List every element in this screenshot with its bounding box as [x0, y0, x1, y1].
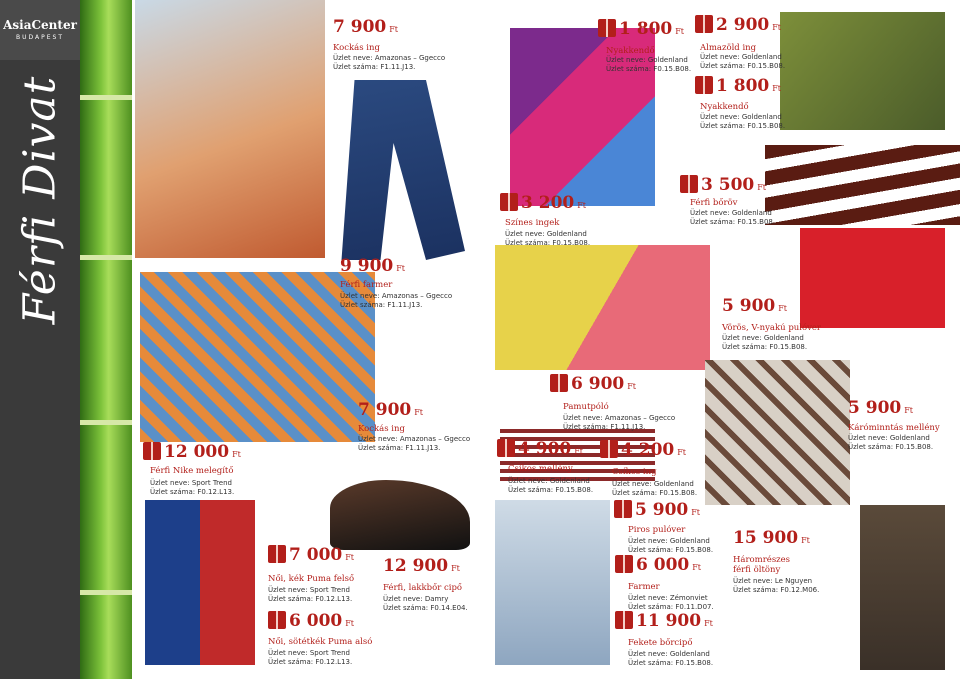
price-value: 6 000 — [289, 611, 343, 631]
shop-name: Goldenland — [647, 56, 688, 64]
suit-photo — [860, 505, 945, 670]
shop-number: F1.11.J13. — [405, 444, 441, 452]
shop-number: F0.15.B08. — [552, 239, 591, 247]
bamboo-image — [80, 0, 132, 679]
shop-name: Goldenland — [741, 113, 782, 121]
shop-label: Üzlet neve: — [606, 56, 646, 64]
shop-info — [628, 650, 713, 668]
product-name: Piros pulóver — [628, 525, 686, 535]
shop-number-label: Üzlet száma: — [333, 63, 379, 71]
price-value: 1 800 — [716, 76, 770, 96]
shop-number-label: Üzlet száma: — [628, 546, 674, 554]
product-price — [695, 15, 781, 35]
shop-number-row — [563, 423, 675, 432]
gift-icon — [600, 440, 618, 458]
product-price — [268, 545, 354, 565]
shop-name: Damry — [424, 595, 449, 603]
currency-label: Ft — [389, 25, 398, 34]
shop-number-row — [268, 595, 352, 604]
bamboo-node — [80, 590, 132, 595]
shop-name-row — [333, 54, 445, 63]
currency-label: Ft — [232, 450, 241, 459]
product-name: Farmer — [628, 582, 660, 592]
shop-number-row — [505, 239, 590, 248]
shop-name-row — [606, 56, 691, 65]
shop-label: Üzlet neve: — [690, 209, 730, 217]
product-name: Csíkos ing — [612, 467, 657, 477]
shop-info — [628, 594, 714, 612]
product-name: Női, sötétkék Puma alsó — [268, 637, 373, 647]
shop-label: Üzlet neve: — [333, 54, 373, 62]
tracksuit-photo — [145, 500, 255, 665]
shop-number: F0.15.B08. — [675, 546, 714, 554]
currency-label: Ft — [757, 183, 766, 192]
shop-number-label: Üzlet száma: — [722, 343, 768, 351]
model-photo — [135, 0, 325, 258]
shop-number-label: Üzlet száma: — [505, 239, 551, 247]
shop-info — [563, 414, 675, 432]
product-price — [383, 556, 460, 576]
product-name: Férfi, lakkbőr cipő — [383, 583, 463, 593]
currency-label: Ft — [801, 536, 810, 545]
shop-label: Üzlet neve: — [722, 334, 762, 342]
price-value: 9 900 — [340, 256, 394, 276]
shop-name: Goldenland — [763, 334, 804, 342]
price-value: 12 900 — [383, 556, 449, 576]
price-value: 1 800 — [619, 19, 673, 39]
shop-number-row — [333, 63, 445, 72]
shop-name-row — [700, 53, 785, 62]
shop-name-row — [508, 477, 593, 486]
product-price — [143, 442, 241, 462]
currency-label: Ft — [577, 201, 586, 210]
shop-number: F1.11.J13. — [610, 423, 646, 431]
shop-number: F0.15.B08. — [737, 218, 776, 226]
shop-name-row — [628, 594, 714, 603]
logo-city: BUDAPEST — [15, 34, 64, 41]
product-name: Nyakkendő — [700, 102, 749, 112]
tshirts-photo — [495, 245, 710, 370]
price-value: 6 000 — [636, 555, 690, 575]
shop-number-label: Üzlet száma: — [563, 423, 609, 431]
shop-label: Üzlet neve: — [268, 586, 308, 594]
shop-number-label: Üzlet száma: — [700, 122, 746, 130]
shop-name-row — [722, 334, 807, 343]
green-shirt-photo — [780, 12, 945, 130]
gift-icon — [615, 611, 633, 629]
product-name: Káróminntás mellény — [848, 423, 940, 433]
shop-number-label: Üzlet száma: — [700, 62, 746, 70]
shop-number: F0.12.L13. — [197, 488, 235, 496]
shop-label: Üzlet neve: — [848, 434, 888, 442]
logo — [0, 0, 80, 60]
shop-name: Goldenland — [669, 537, 710, 545]
shop-number: F1.11.J13. — [387, 301, 423, 309]
shop-number-row — [628, 659, 713, 668]
price-value: 6 900 — [571, 374, 625, 394]
gift-icon — [268, 545, 286, 563]
shop-number: F0.15.B08. — [895, 443, 934, 451]
shop-label: Üzlet neve: — [383, 595, 423, 603]
currency-label: Ft — [396, 264, 405, 273]
shop-info — [848, 434, 933, 452]
gift-icon — [143, 442, 161, 460]
shop-label: Üzlet neve: — [358, 435, 398, 443]
price-value: 4 900 — [518, 439, 572, 459]
currency-label: Ft — [904, 406, 913, 415]
product-price — [500, 193, 586, 213]
shop-info — [268, 649, 352, 667]
shop-label: Üzlet neve: — [628, 594, 668, 602]
product-name: Pamutpóló — [563, 402, 609, 412]
shop-number: F0.14.E04. — [430, 604, 468, 612]
shop-name: Sport Trend — [309, 649, 350, 657]
shop-name: Goldenland — [549, 477, 590, 485]
shop-number-label: Üzlet száma: — [628, 603, 674, 611]
shop-name-row — [628, 650, 713, 659]
shoes-photo — [330, 480, 470, 550]
shop-label: Üzlet neve: — [150, 479, 190, 487]
shop-name: Zémonviet — [669, 594, 708, 602]
shop-label: Üzlet neve: — [700, 113, 740, 121]
shop-info — [150, 479, 234, 497]
price-value: 2 900 — [716, 15, 770, 35]
gift-icon — [695, 15, 713, 33]
shop-name-row — [505, 230, 590, 239]
shop-number: F1.11.J13. — [380, 63, 416, 71]
shop-info — [612, 480, 697, 498]
shop-number-row — [268, 658, 352, 667]
currency-label: Ft — [772, 23, 781, 32]
shop-info — [333, 54, 445, 72]
shop-label: Üzlet neve: — [340, 292, 380, 300]
shop-info — [700, 113, 785, 131]
shop-name: Goldenland — [889, 434, 930, 442]
shop-name: Sport Trend — [309, 586, 350, 594]
shop-name: Amazonas – Ggecco — [381, 292, 453, 300]
product-price — [340, 256, 405, 276]
product-name: Csíkos mellény — [508, 464, 573, 474]
shop-name-row — [628, 537, 713, 546]
currency-label: Ft — [627, 382, 636, 391]
shop-number-label: Üzlet száma: — [690, 218, 736, 226]
shop-name-row — [150, 479, 234, 488]
shop-name-row — [690, 209, 775, 218]
shop-info — [358, 435, 470, 453]
gift-icon — [695, 76, 713, 94]
shop-number: F0.15.B08. — [653, 65, 692, 73]
shop-info — [628, 537, 713, 555]
shop-number-row — [612, 489, 697, 498]
product-name: Kockás ing — [358, 424, 405, 434]
shop-name: Amazonas – Ggecco — [604, 414, 676, 422]
currency-label: Ft — [414, 408, 423, 417]
shop-number-label: Üzlet száma: — [358, 444, 404, 452]
currency-label: Ft — [692, 563, 701, 572]
product-price — [614, 500, 700, 520]
product-name: Háromrészes férfi öltöny — [733, 555, 791, 575]
product-name: Női, kék Puma felső — [268, 574, 355, 584]
product-name: Férfi farmer — [340, 280, 393, 290]
shop-number-label: Üzlet száma: — [268, 658, 314, 666]
shop-name-row — [700, 113, 785, 122]
shop-number-label: Üzlet száma: — [848, 443, 894, 451]
gift-icon — [500, 193, 518, 211]
gift-icon — [550, 374, 568, 392]
shop-info — [690, 209, 775, 227]
shop-label: Üzlet neve: — [612, 480, 652, 488]
shop-label: Üzlet neve: — [563, 414, 603, 422]
product-name: Színes ingek — [505, 218, 560, 228]
product-price — [680, 175, 766, 195]
gift-icon — [615, 555, 633, 573]
shop-label: Üzlet neve: — [505, 230, 545, 238]
shop-number-label: Üzlet száma: — [733, 586, 779, 594]
currency-label: Ft — [778, 304, 787, 313]
product-price — [600, 440, 686, 460]
currency-label: Ft — [677, 448, 686, 457]
shop-name: Goldenland — [546, 230, 587, 238]
price-value: 7 900 — [333, 17, 387, 37]
argyle-vest-photo — [705, 360, 850, 505]
product-name: Fekete bőrcipő — [628, 638, 693, 648]
shop-name-row — [612, 480, 697, 489]
shop-number-row — [340, 301, 452, 310]
price-value: 5 900 — [722, 296, 776, 316]
shop-label: Üzlet neve: — [733, 577, 773, 585]
shop-number: F0.12.L13. — [315, 658, 353, 666]
shop-number-label: Üzlet száma: — [150, 488, 196, 496]
product-name: Vörös, V-nyakú pulóver — [722, 323, 821, 333]
shop-info — [340, 292, 452, 310]
shop-number-label: Üzlet száma: — [340, 301, 386, 309]
shop-number-label: Üzlet száma: — [383, 604, 429, 612]
gift-icon — [680, 175, 698, 193]
shop-name: Amazonas – Ggecco — [374, 54, 446, 62]
jeans-photo — [335, 80, 465, 260]
shop-number-row — [358, 444, 470, 453]
shop-number-row — [722, 343, 807, 352]
price-value: 3 200 — [521, 193, 575, 213]
red-sweater-photo — [800, 228, 945, 328]
price-value: 7 000 — [289, 545, 343, 565]
bamboo-node — [80, 420, 132, 425]
currency-label: Ft — [574, 447, 583, 456]
shop-number: F0.15.B08. — [659, 489, 698, 497]
shop-name: Le Nguyen — [774, 577, 813, 585]
currency-label: Ft — [345, 619, 354, 628]
product-price — [722, 296, 787, 316]
shop-name-row — [340, 292, 452, 301]
product-name: Férfi bőröv — [690, 198, 738, 208]
product-price — [358, 400, 423, 420]
shop-number: F0.12.M06. — [780, 586, 820, 594]
gift-icon — [497, 439, 515, 457]
product-price — [550, 374, 636, 394]
product-price — [848, 398, 913, 418]
shop-number-label: Üzlet száma: — [612, 489, 658, 497]
shop-name: Amazonas – Ggecco — [399, 435, 471, 443]
shop-name-row — [563, 414, 675, 423]
shop-info — [505, 230, 590, 248]
product-price — [615, 555, 701, 575]
shop-label: Üzlet neve: — [628, 537, 668, 545]
bamboo-node — [80, 255, 132, 260]
product-name: Almazöld ing — [700, 43, 757, 53]
shop-info — [700, 53, 785, 71]
shop-number: F0.15.B08. — [675, 659, 714, 667]
bamboo-node — [80, 95, 132, 100]
shop-info — [722, 334, 807, 352]
price-value: 5 900 — [635, 500, 689, 520]
shop-number-row — [848, 443, 933, 452]
shop-number: F0.15.B08. — [555, 486, 594, 494]
shop-number-row — [733, 586, 819, 595]
shop-name: Goldenland — [741, 53, 782, 61]
shop-name-row — [268, 586, 352, 595]
product-price — [598, 19, 684, 39]
price-value: 11 900 — [636, 611, 702, 631]
belts-photo — [765, 145, 960, 225]
shop-number-row — [700, 122, 785, 131]
shop-name-row — [358, 435, 470, 444]
shop-number: F0.15.B08. — [769, 343, 808, 351]
gift-icon — [268, 611, 286, 629]
logo-name: AsiaCenter — [3, 18, 77, 32]
shop-number-row — [700, 62, 785, 71]
shop-number: F0.15.B08. — [747, 62, 786, 70]
shop-number-row — [383, 604, 468, 613]
product-price — [268, 611, 354, 631]
product-price — [615, 611, 713, 631]
price-value: 4 200 — [621, 440, 675, 460]
product-price — [497, 439, 583, 459]
price-value: 12 000 — [164, 442, 230, 462]
shop-number: F0.12.L13. — [315, 595, 353, 603]
product-price — [695, 76, 781, 96]
price-value: 5 900 — [848, 398, 902, 418]
shop-number-label: Üzlet száma: — [268, 595, 314, 603]
price-value: 7 900 — [358, 400, 412, 420]
shop-label: Üzlet neve: — [268, 649, 308, 657]
section-title: Férfi Divat — [14, 75, 66, 325]
shop-info — [733, 577, 819, 595]
product-name: Kockás ing — [333, 43, 380, 53]
gift-icon — [598, 19, 616, 37]
price-value: 3 500 — [701, 175, 755, 195]
shop-name-row — [268, 649, 352, 658]
product-name: Nyakkendő — [606, 46, 655, 56]
shop-label: Üzlet neve: — [508, 477, 548, 485]
shop-name-row — [383, 595, 468, 604]
currency-label: Ft — [345, 553, 354, 562]
gift-icon — [614, 500, 632, 518]
shop-label: Üzlet neve: — [700, 53, 740, 61]
product-name: Férfi Nike melegítő — [150, 466, 234, 476]
shop-number-label: Üzlet száma: — [508, 486, 554, 494]
shop-info — [606, 56, 691, 74]
product-price — [733, 528, 810, 548]
shop-number-row — [508, 486, 593, 495]
shop-name: Goldenland — [731, 209, 772, 217]
shop-label: Üzlet neve: — [628, 650, 668, 658]
shop-number: F0.11.D07. — [675, 603, 714, 611]
shop-number-label: Üzlet száma: — [628, 659, 674, 667]
shop-info — [268, 586, 352, 604]
currency-label: Ft — [772, 84, 781, 93]
shop-number-label: Üzlet száma: — [606, 65, 652, 73]
laptop-model-photo — [495, 500, 610, 665]
shop-number-row — [690, 218, 775, 227]
shop-info — [383, 595, 468, 613]
sidebar — [0, 0, 80, 679]
shop-name: Goldenland — [653, 480, 694, 488]
currency-label: Ft — [675, 27, 684, 36]
product-price — [333, 17, 398, 37]
currency-label: Ft — [704, 619, 713, 628]
shop-name-row — [733, 577, 819, 586]
shop-number-row — [150, 488, 234, 497]
currency-label: Ft — [691, 508, 700, 517]
currency-label: Ft — [451, 564, 460, 573]
shop-info — [508, 477, 593, 495]
price-value: 15 900 — [733, 528, 799, 548]
shop-number-row — [628, 546, 713, 555]
shop-name-row — [848, 434, 933, 443]
shop-number: F0.15.B08. — [747, 122, 786, 130]
shop-name: Goldenland — [669, 650, 710, 658]
shop-number-row — [606, 65, 691, 74]
shop-name: Sport Trend — [191, 479, 232, 487]
